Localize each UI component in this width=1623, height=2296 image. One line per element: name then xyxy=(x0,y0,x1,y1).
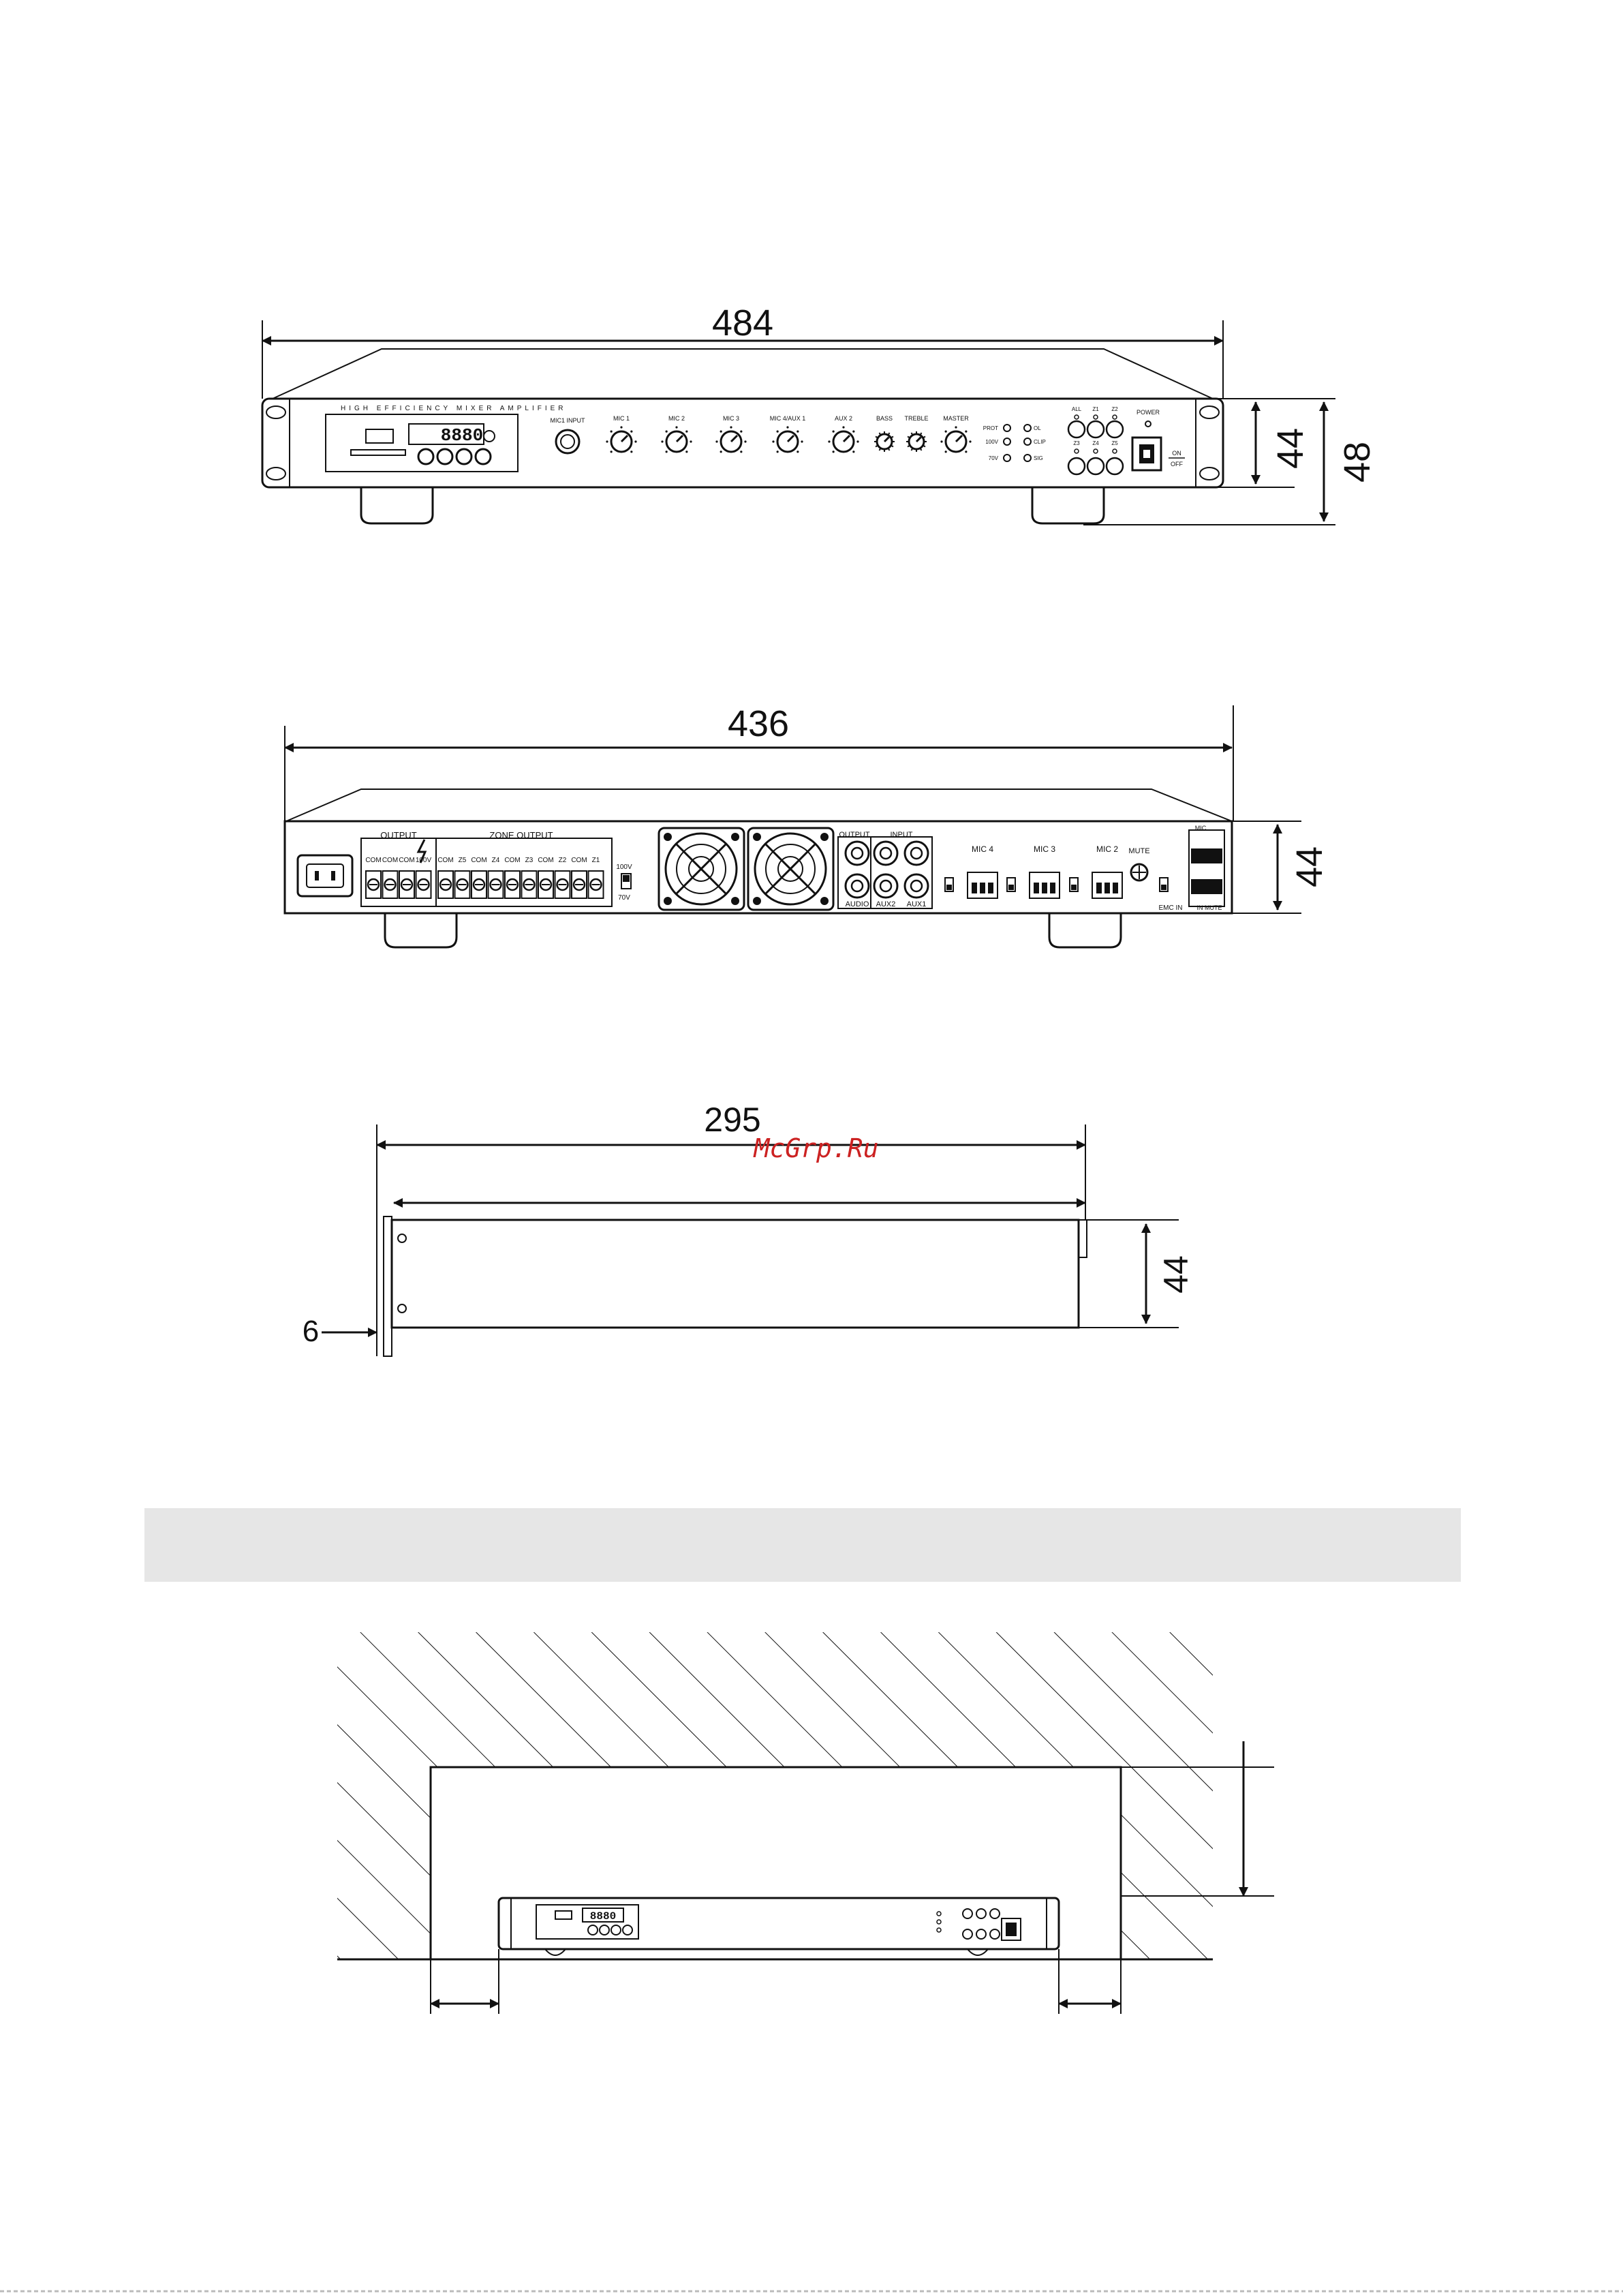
terminal-label: 100V xyxy=(415,857,432,864)
front-foot-left xyxy=(361,487,433,523)
rear-height-label: 44 xyxy=(1289,846,1330,888)
rca-aux1-label: AUX1 xyxy=(906,900,927,908)
rca-input-label: INPUT xyxy=(890,831,913,839)
front-view xyxy=(262,303,1378,525)
zone-label: Z3 xyxy=(1073,440,1080,446)
terminal-label: COM xyxy=(365,857,382,864)
knob-label: MIC 2 xyxy=(668,415,685,422)
terminal-label: COM xyxy=(538,857,554,864)
wall-hatching xyxy=(337,1632,1213,1959)
terminal-label: Z5 xyxy=(458,857,467,864)
terminal-label: COM xyxy=(504,857,521,864)
mic-label: MIC 3 xyxy=(1033,844,1056,854)
voltage-70v-label: 70V xyxy=(618,894,630,902)
indicator-led xyxy=(1004,455,1010,461)
installation-view xyxy=(337,1632,1274,2014)
zone-label: ALL xyxy=(1071,406,1082,412)
indicator-label: PROT xyxy=(983,425,998,431)
installed-display-value: 8880 xyxy=(589,1910,617,1923)
rca-jack[interactable] xyxy=(846,874,869,898)
cabinet-opening xyxy=(431,1767,1121,1959)
side-height-label: 44 xyxy=(1157,1255,1195,1294)
rear-width-label: 436 xyxy=(727,703,790,744)
output-label: OUTPUT xyxy=(380,830,417,840)
indicator-led xyxy=(1024,455,1031,461)
knob-label: MIC 3 xyxy=(722,415,740,422)
zone-label: Z1 xyxy=(1092,406,1099,412)
indicator-label: SIG xyxy=(1034,455,1043,461)
rca-jack[interactable] xyxy=(846,842,869,865)
terminal-label: Z3 xyxy=(525,857,534,864)
front-total-height-label: 48 xyxy=(1337,441,1378,483)
knob-label: MIC 1 xyxy=(613,415,630,422)
panel-title: HIGH EFFICIENCY MIXER AMPLIFIER xyxy=(341,405,567,412)
rca-jack[interactable] xyxy=(874,842,897,865)
rear-view xyxy=(285,703,1330,947)
indicator-label: 100V xyxy=(985,439,998,445)
power-label: POWER xyxy=(1136,409,1160,416)
media-button-1[interactable] xyxy=(418,449,433,464)
front-width-label: 484 xyxy=(711,303,774,343)
terminal-label: Z4 xyxy=(491,857,500,864)
rca-audio-label: AUDIO xyxy=(845,900,869,908)
indicator-label: OL xyxy=(1034,425,1041,431)
zone-button[interactable] xyxy=(1068,421,1085,438)
indicator-led xyxy=(1004,425,1010,431)
mic-label: MIC 2 xyxy=(1096,844,1119,854)
zone-button[interactable] xyxy=(1087,458,1104,474)
front-height-label: 44 xyxy=(1270,427,1311,470)
terminal-label: COM xyxy=(437,857,454,864)
terminal-label: COM xyxy=(382,857,399,864)
rca-output-label: OUTPUT xyxy=(839,831,870,839)
fan-left xyxy=(659,828,744,910)
switch-off-label: OFF xyxy=(1171,461,1183,468)
voltage-100v-label: 100V xyxy=(616,863,632,871)
display-value: 8880 xyxy=(440,425,484,446)
zone-label: Z5 xyxy=(1111,440,1118,446)
knob-label: TREBLE xyxy=(904,415,929,422)
front-foot-right xyxy=(1032,487,1104,523)
terminal-label: COM xyxy=(571,857,587,864)
indicator-led xyxy=(1004,438,1010,445)
mic1-input-label: MIC1 INPUT xyxy=(550,417,585,424)
zone-label: Z2 xyxy=(1111,406,1118,412)
side-depth-label: 295 xyxy=(704,1101,761,1139)
rca-jack[interactable] xyxy=(905,874,928,898)
fan-right xyxy=(748,828,833,910)
mic1-input-jack[interactable] xyxy=(556,430,579,453)
zone-button[interactable] xyxy=(1107,458,1123,474)
section-bar xyxy=(144,1508,1461,1582)
zone-button[interactable] xyxy=(1107,421,1123,438)
knob-label: BASS xyxy=(876,415,893,422)
indicator-label: CLIP xyxy=(1034,439,1046,445)
side-body xyxy=(392,1220,1079,1328)
in-mute-label: IN MUTE xyxy=(1196,904,1222,911)
knob-label: MASTER xyxy=(943,415,969,422)
emc-in-label: EMC IN xyxy=(1158,904,1183,912)
watermark: McGrp.Ru xyxy=(754,1133,879,1163)
indicator-led xyxy=(1024,438,1031,445)
mute-label: MUTE xyxy=(1128,847,1150,855)
media-button-3[interactable] xyxy=(457,449,472,464)
side-view xyxy=(303,1101,1195,1356)
zone-label: Z4 xyxy=(1092,440,1099,446)
flange-label: 6 xyxy=(302,1315,320,1348)
terminal-label: Z1 xyxy=(591,857,600,864)
installed-unit xyxy=(499,1898,1059,1949)
mic-label: MIC 4 xyxy=(971,844,994,854)
terminal-label: COM xyxy=(471,857,487,864)
zone-output-label: ZONE OUTPUT xyxy=(489,830,553,840)
terminal-label: COM xyxy=(399,857,415,864)
rca-aux2-label: AUX2 xyxy=(876,900,896,908)
zone-button[interactable] xyxy=(1068,458,1085,474)
side-flange xyxy=(384,1216,392,1356)
indicator-led xyxy=(1024,425,1031,431)
indicator-label: 70V xyxy=(988,455,998,461)
usb-port-icon xyxy=(366,429,393,443)
mic-small-label: MIC xyxy=(1194,825,1207,831)
zone-button[interactable] xyxy=(1087,421,1104,438)
switch-on-label: ON xyxy=(1172,450,1181,457)
rca-jack[interactable] xyxy=(905,842,928,865)
media-button-4[interactable] xyxy=(476,449,491,464)
rca-jack[interactable] xyxy=(874,874,897,898)
terminal-label: Z2 xyxy=(558,857,567,864)
media-button-2[interactable] xyxy=(437,449,452,464)
knob-label: MIC 4/AUX 1 xyxy=(769,415,806,422)
knob-label: AUX 2 xyxy=(834,415,853,422)
sd-slot-icon xyxy=(351,450,405,455)
